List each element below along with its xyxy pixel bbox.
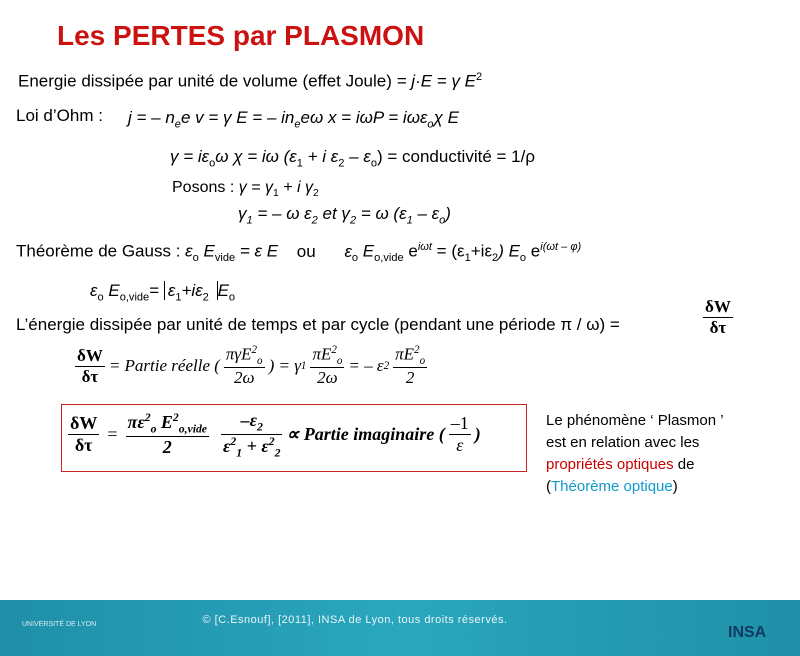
energy-text: Energie dissipée par unité de volume (effet Joule)	[18, 71, 392, 91]
optical-theorem-link: Théorème optique	[551, 478, 673, 495]
energy-time-line: L’énergie dissipée par unité de temps et par cycle (pendant une période π / ω) =	[16, 315, 620, 334]
optical-properties-link: propriétés optiques	[546, 456, 674, 473]
ohm-label: Loi d’Ohm :	[16, 106, 103, 125]
insa-logo: INSA	[728, 624, 767, 641]
modulus-equation: $\varepsilon_o$ $E_{o,vide}= \varepsilon_1+i\varepsilon_2$ $E_o$	[90, 281, 236, 304]
equation-real-part: $\frac{\delta W}{\delta\tau}$ = Partie réelle ( $\frac{\pi\gamma E^2_o}{2\omega}$ ) = γ 1 $\frac{\pi E^2_o}{2\omega}$ = – ε 2 $\frac{\pi E^2_o}{2}$	[77, 344, 426, 388]
universite-lyon-logo: UNIVERSITÉ DE LYON	[22, 621, 97, 628]
posons-line: Posons : $\gamma = \gamma_1 + i$ $\gamma_2$	[172, 179, 319, 200]
energy-rhs: = j·E = γ E	[396, 71, 477, 91]
energy-time-fraction: $\frac{\delta W}{\delta\tau}$	[705, 297, 731, 337]
gauss-line: Théorème de Gauss : $\varepsilon_o$ $E_{vide} = \varepsilon$ E ou $\varepsilon_o$ $E_{o,vide}$ $e^{i\omega t} = (\varepsilon_1+i\varepsilon_2)$ $E_o$ $e^{i(\omega t - \varphi)}$	[16, 241, 582, 265]
copyright-text: © [C.Esnouf], [2011], INSA de Lyon, tous droits réservés.	[202, 614, 508, 626]
gamma-definitions: $\gamma_1$ = – ω $\varepsilon_2$ et $\gamma_2 = \omega$ $(\varepsilon_1 - \varepsilon_o)$	[238, 204, 451, 227]
plasmon-note: Le phénomène ‘ Plasmon ’ est en relation avec les propriétés optiques de (Théorème optique)	[546, 412, 724, 495]
footer-bar	[0, 600, 800, 656]
conductivity-equation: $\gamma = i\varepsilon_o\omega$ χ = iω ($\varepsilon_1 + i$ $\varepsilon_2 - \varepsilon_o$) = conductivité = 1/ρ	[170, 147, 536, 170]
slide-title: Les PERTES par PLASMON	[57, 20, 425, 51]
energy-line: Energie dissipée par unité de volume (effet Joule) = j·E = γ $E^2$	[18, 71, 483, 91]
equation-imaginary-part: $\frac{\delta W}{\delta\tau}$ = $\frac{\pi\varepsilon^2_o E^2_{o,vide}}{2}$ $\frac{-\varepsilon_2}{\varepsilon^2_1 + \varepsilon^2_2}$ ∝ Partie imaginaire ( $\frac{-1}{\varepsilon}$ )	[70, 410, 481, 460]
ohm-equation: j = – $n_ee$ v = γ E = – $in_ee\omega$ x = iωP = iωε$_o$χ E	[128, 108, 459, 131]
